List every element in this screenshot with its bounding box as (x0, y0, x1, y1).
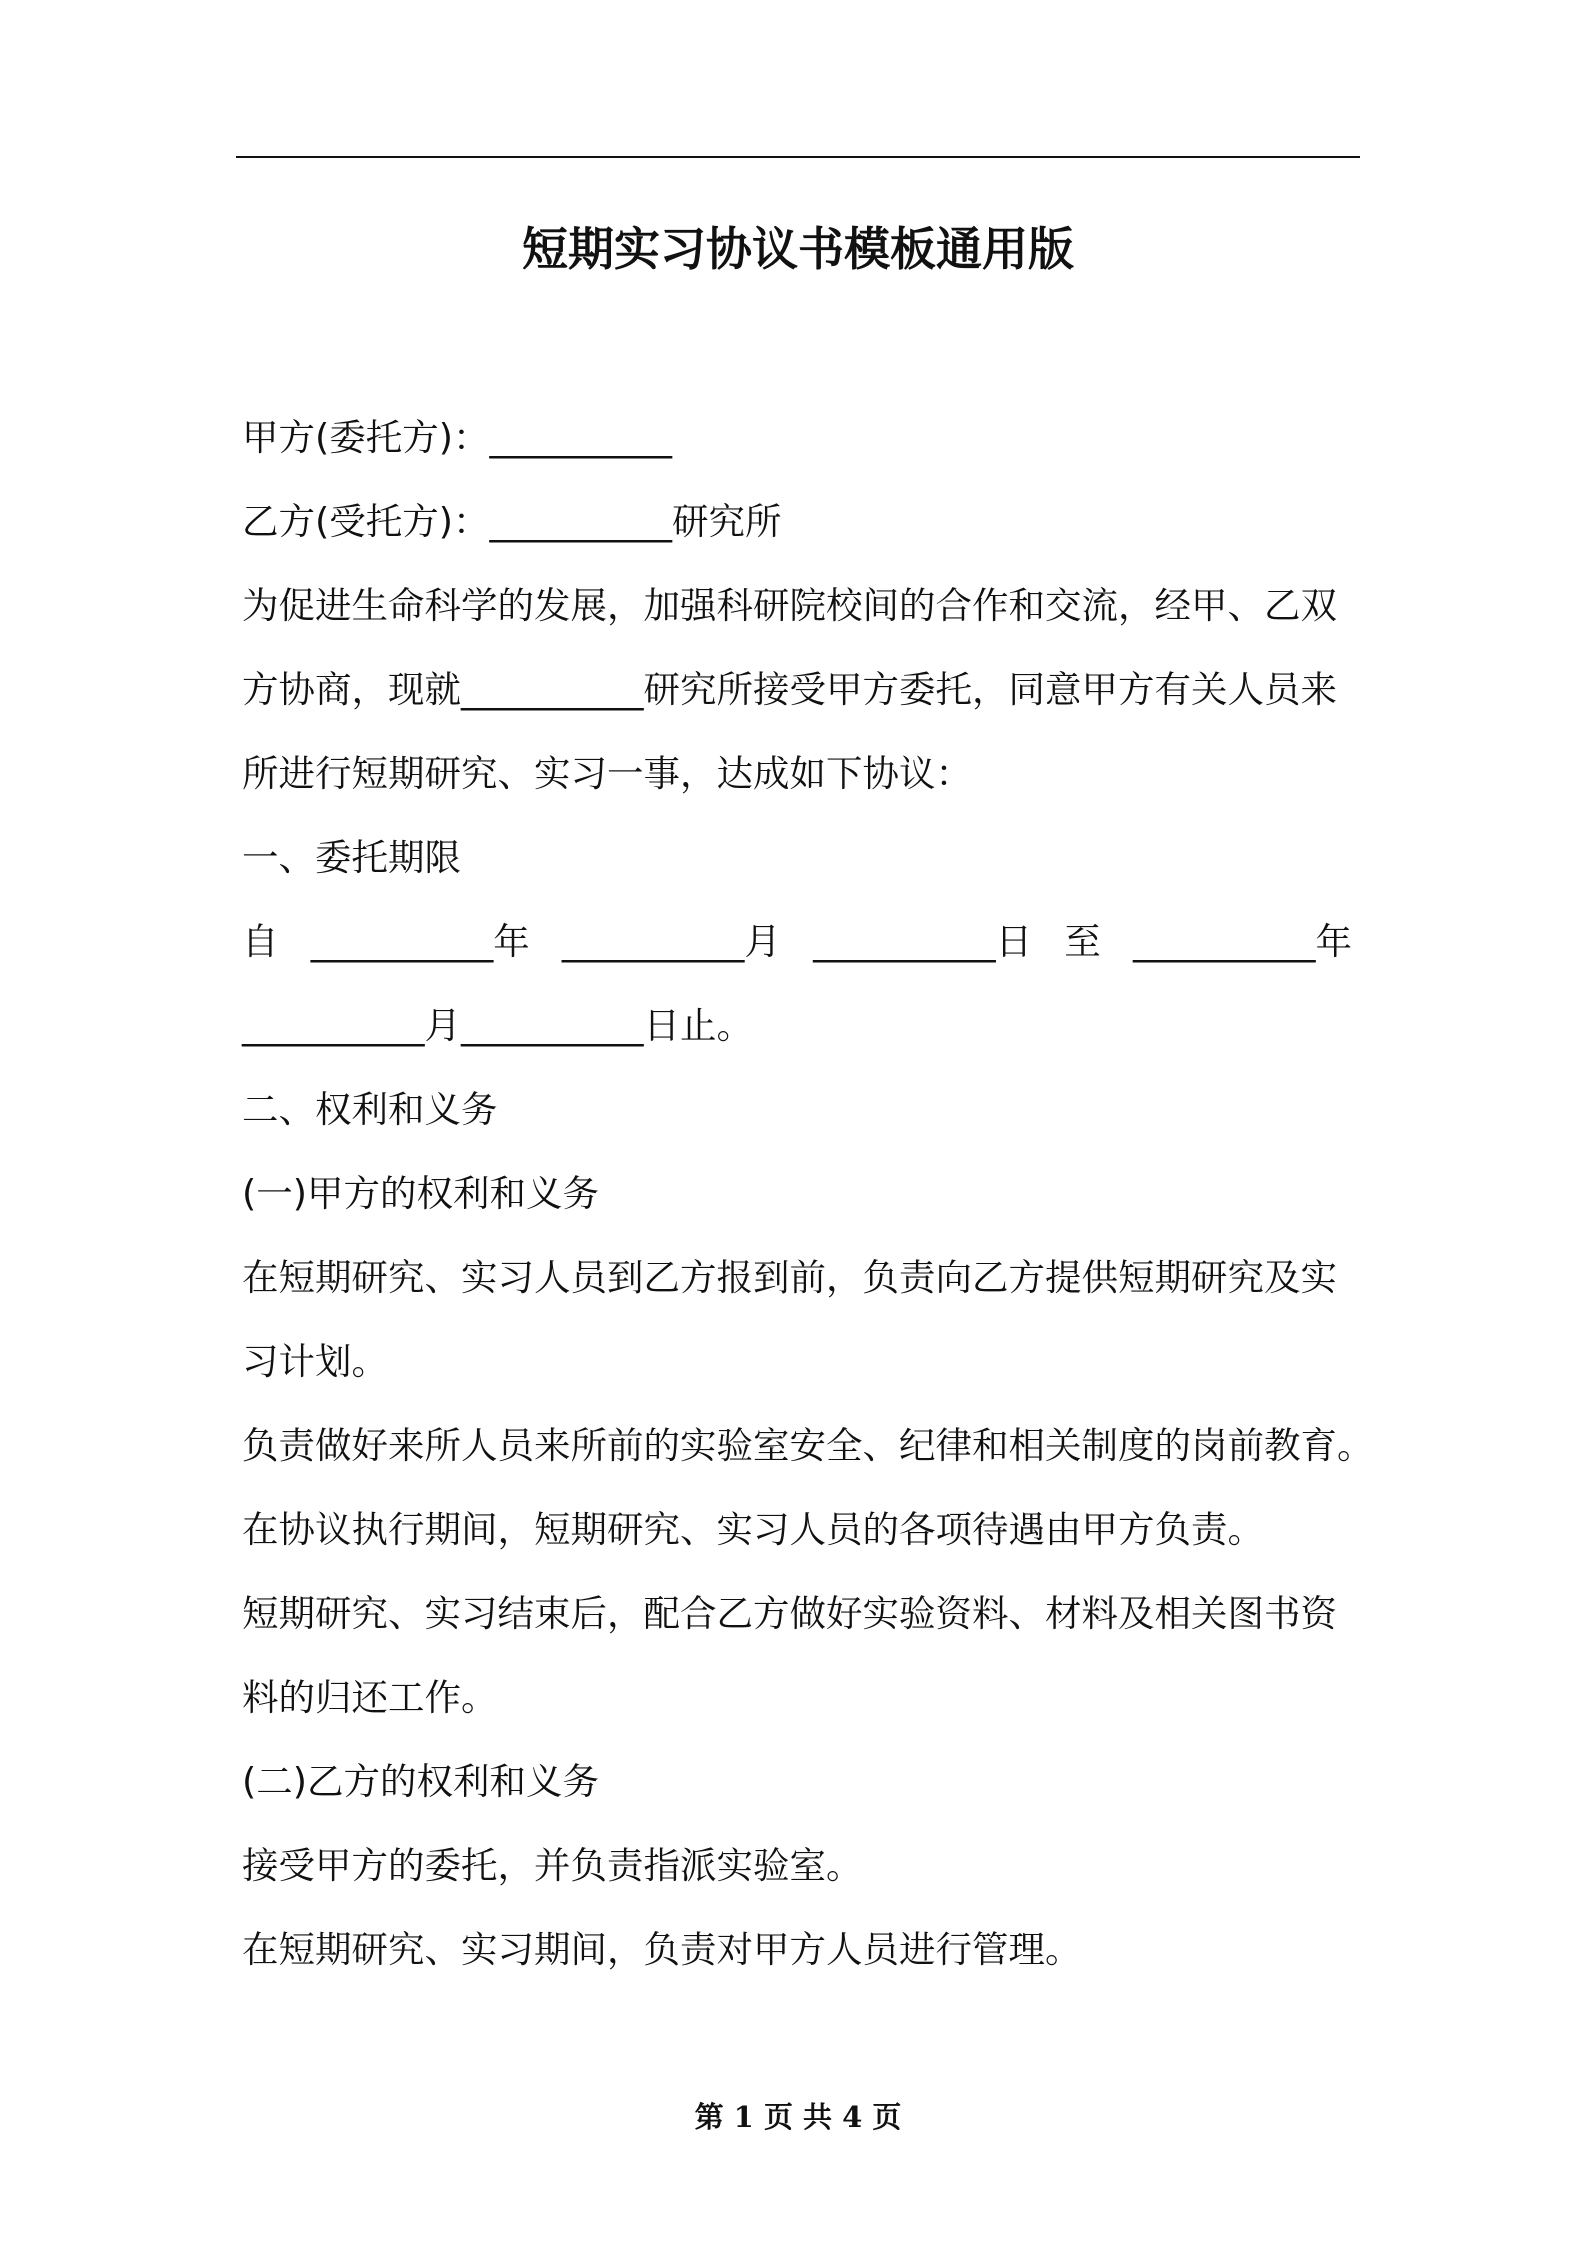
preamble-line-1: 为促进生命科学的发展，加强科研院校间的合作和交流，经甲、乙双 (242, 584, 1337, 627)
document-title: 短期实习协议书模板通用版 (522, 222, 1074, 276)
party-b-duty-2: 在短期研究、实习期间，负责对甲方人员进行管理。 (242, 1928, 1082, 1971)
document-body (242, 396, 1382, 1992)
party-a-line: 甲方(委托方)：__________ (242, 416, 672, 459)
date-part-from: 自 (242, 920, 279, 963)
date-part-end-year: __________年 (1132, 920, 1352, 963)
date-part-year: __________年 (310, 920, 530, 963)
party-a-duty-4-line-1: 短期研究、实习结束后，配合乙方做好实验资料、材料及相关图书资 (242, 1592, 1337, 1635)
party-a-duty-2: 负责做好来所人员来所前的实验室安全、纪律和相关制度的岗前教育。 (242, 1424, 1374, 1467)
section-heading-term: 一、委托期限 (242, 836, 461, 879)
page-number: 第 1 页 共 4 页 (694, 2100, 902, 2134)
party-a-duty-1-line-2: 习计划。 (242, 1340, 388, 1383)
party-b-duty-1: 接受甲方的委托，并负责指派实验室。 (242, 1844, 863, 1887)
party-a-duty-4-line-2: 料的归还工作。 (242, 1676, 498, 1719)
section-heading-rights: 二、权利和义务 (242, 1088, 498, 1131)
date-part-month: __________月 (561, 920, 781, 963)
date-range-line-2: __________月__________日止。 (242, 1004, 753, 1047)
party-a-duty-1-line-1: 在短期研究、实习人员到乙方报到前，负责向乙方提供短期研究及实 (242, 1256, 1337, 1299)
date-part-day: __________日 (813, 920, 1033, 963)
header-rule (236, 156, 1360, 158)
party-a-duty-3: 在协议执行期间，短期研究、实习人员的各项待遇由甲方负责。 (242, 1508, 1264, 1551)
subsection-heading-party-b: (二)乙方的权利和义务 (242, 1760, 599, 1803)
subsection-heading-party-a: (一)甲方的权利和义务 (242, 1172, 599, 1215)
date-range-line (242, 900, 1352, 984)
date-part-to: 至 (1064, 920, 1101, 963)
preamble-line-2: 方协商，现就__________研究所接受甲方委托，同意甲方有关人员来 (242, 668, 1337, 711)
preamble-line-3: 所进行短期研究、实习一事，达成如下协议： (242, 752, 972, 795)
party-b-line: 乙方(受托方)：__________研究所 (242, 500, 782, 543)
